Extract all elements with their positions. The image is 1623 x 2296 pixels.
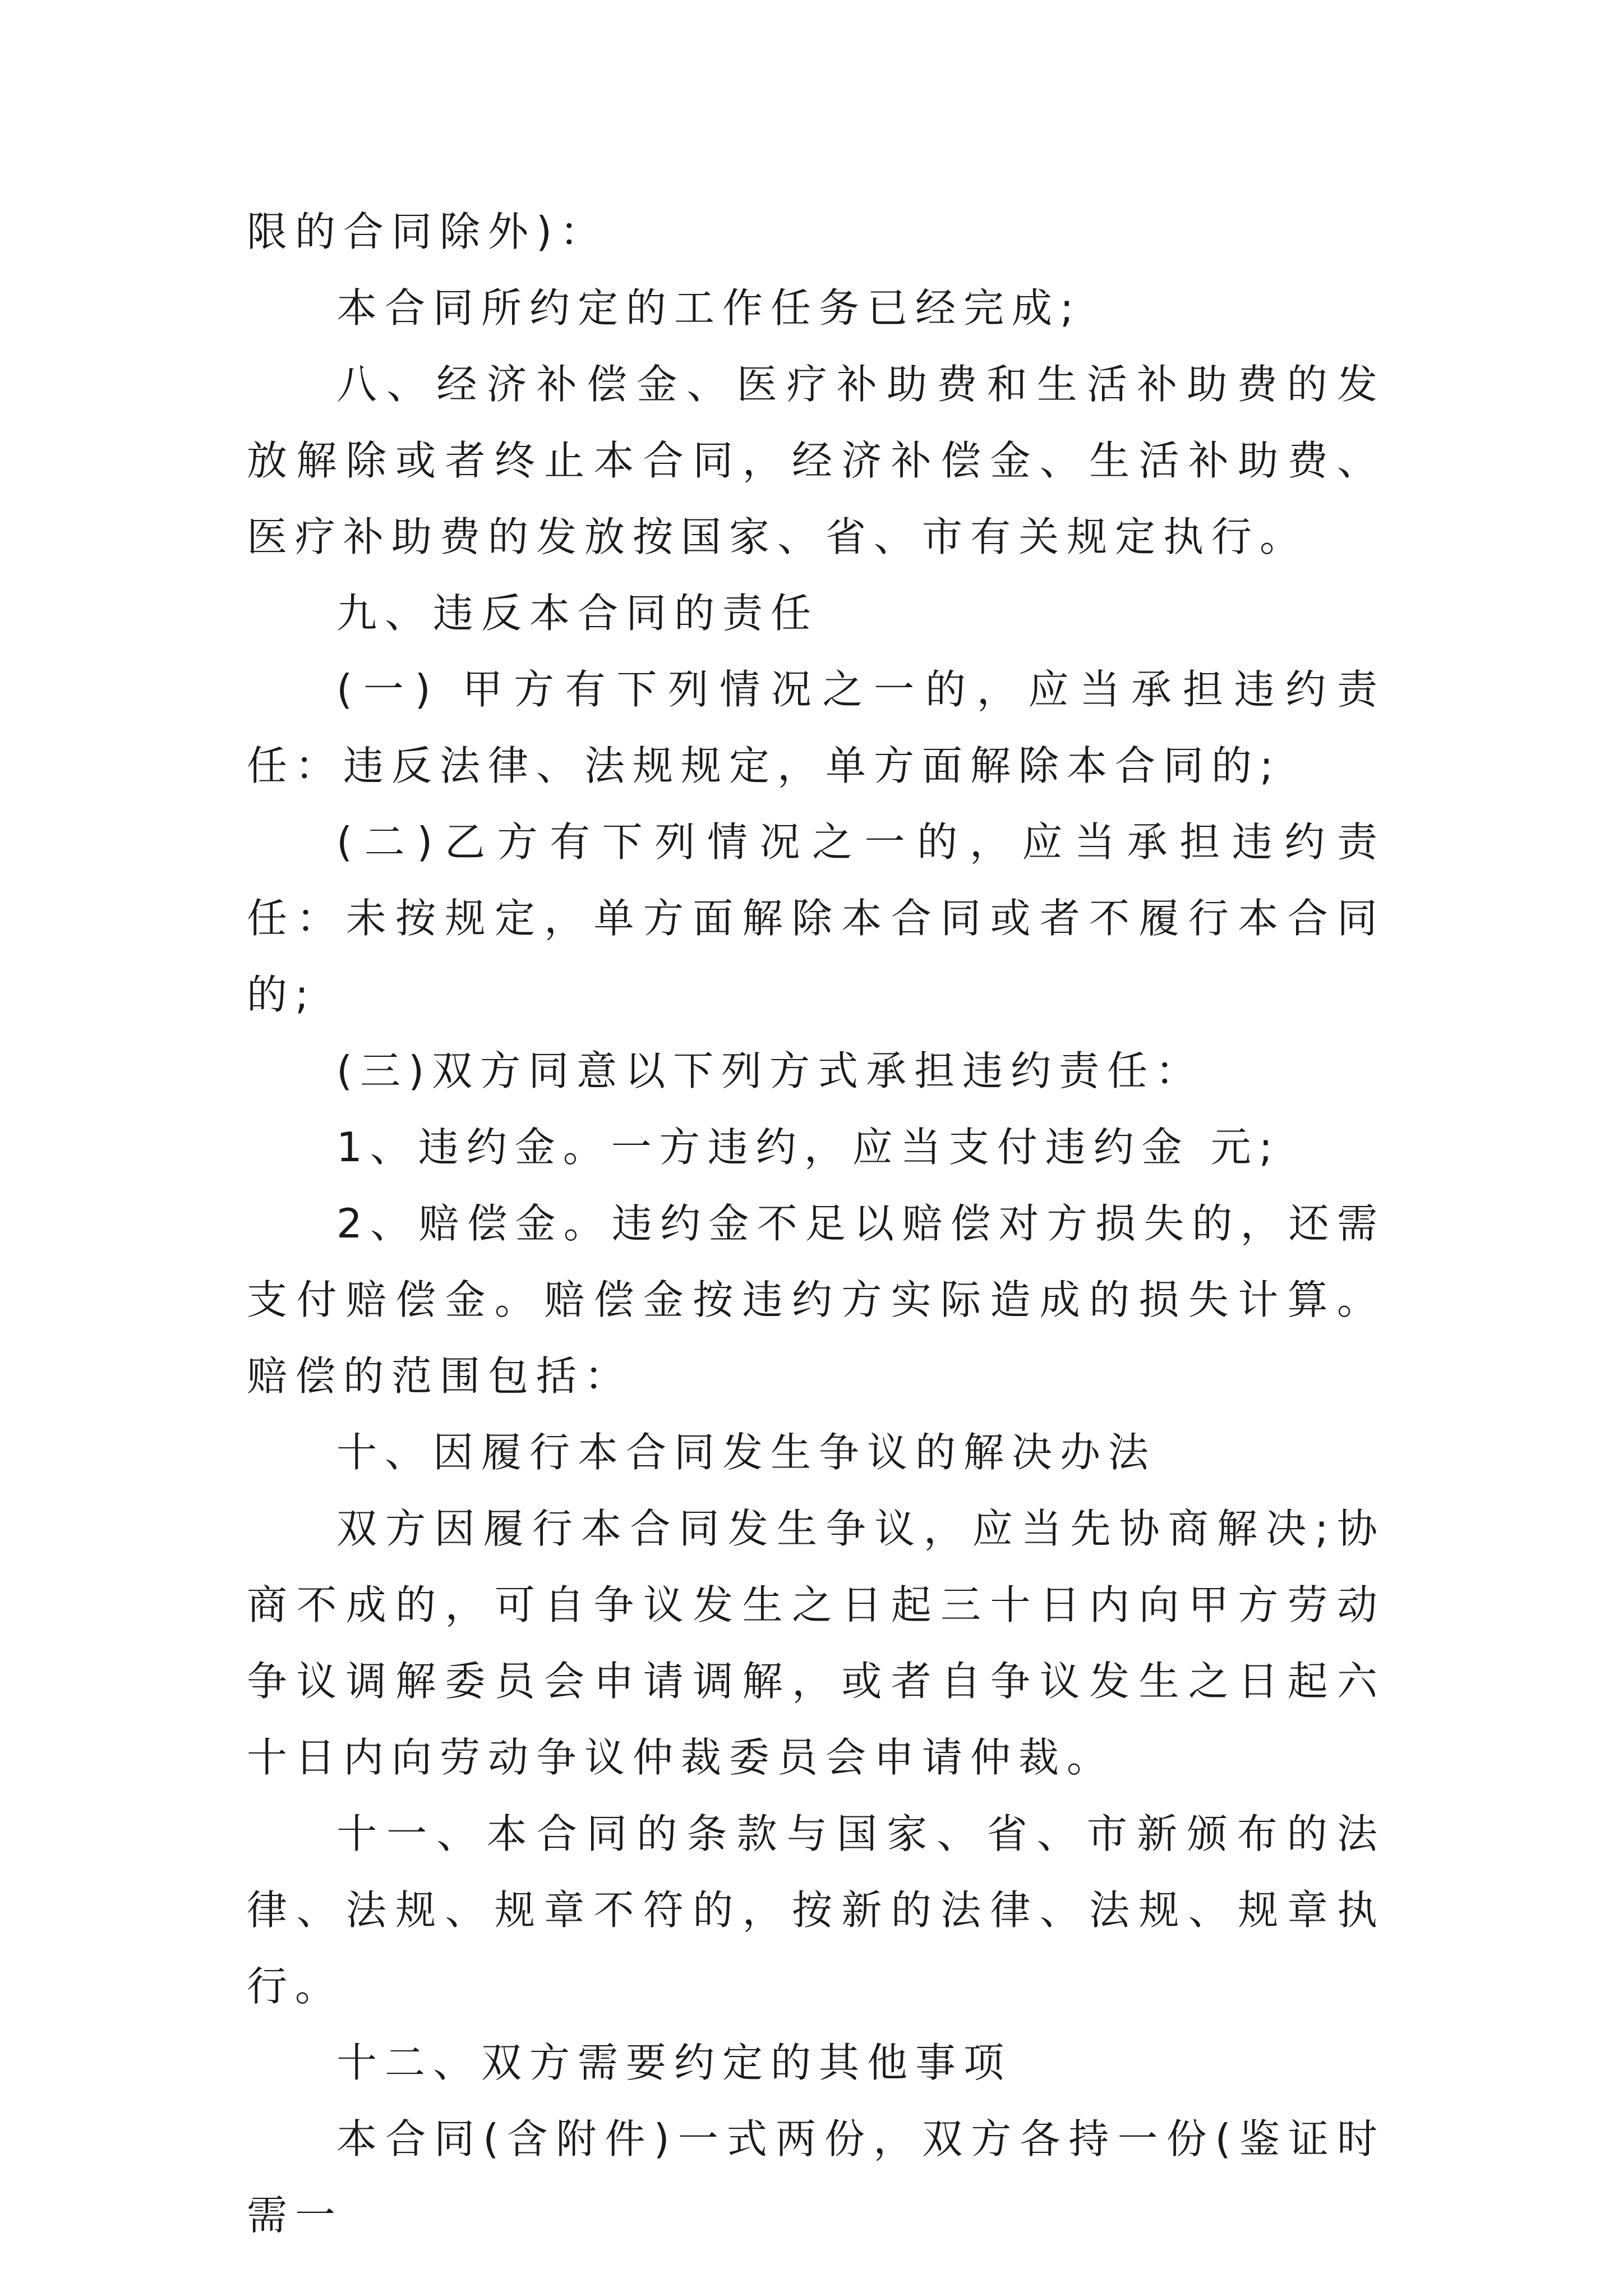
heading-section-12: 十二、双方需要约定的其他事项 bbox=[336, 2039, 1012, 2086]
paragraph-task-completed: 本合同所约定的工作任务已经完成; bbox=[336, 284, 1082, 332]
paragraph-compensation: 2、赔偿金。违约金不足以赔偿对方损失的，还需支付赔偿金。赔偿金按违约方实际造成的损失计算。赔偿的范围包括： bbox=[247, 1200, 1385, 1400]
paragraph-section-8: 八、经济补偿金、医疗补助费和生活补助费的发放解除或者终止本合同，经济补偿金、生活补助费、医疗补助费的发放按国家、省、市有关规定执行。 bbox=[247, 361, 1385, 560]
paragraph-dispute-resolution: 双方因履行本合同发生争议，应当先协商解决;协商不成的，可自争议发生之日起三十日内向甲方劳动争议调解委员会申请调解，或者自争议发生之日起六十日内向劳动争议仲裁委员会申请仲裁。 bbox=[247, 1505, 1385, 1781]
paragraph-penalty: 1、违约金。一方违约，应当支付违约金 元; bbox=[336, 1124, 1280, 1171]
heading-section-10: 十、因履行本合同发生争议的解决办法 bbox=[336, 1429, 1157, 1476]
heading-section-9: 九、违反本合同的责任 bbox=[336, 590, 819, 637]
paragraph-party-a-liability: (一) 甲方有下列情况之一的，应当承担违约责任：违反法律、法规规定，单方面解除本合同的; bbox=[247, 666, 1385, 789]
paragraph-copies: 本合同(含附件)一式两份，双方各持一份(鉴证时需一 bbox=[247, 2115, 1385, 2239]
paragraph-liability-methods: (三)双方同意以下列方式承担违约责任： bbox=[336, 1047, 1204, 1094]
paragraph-continuation: 限的合同除外)： bbox=[247, 208, 608, 255]
paragraph-party-b-liability: (二)乙方有下列情况之一的，应当承担违约责任：未按规定，单方面解除本合同或者不履行本合同的; bbox=[247, 818, 1385, 1018]
paragraph-section-11: 十一、本合同的条款与国家、省、市新颁布的法律、法规、规章不符的，按新的法律、法规、规章执行。 bbox=[247, 1810, 1385, 2010]
document-body bbox=[247, 194, 1385, 2253]
